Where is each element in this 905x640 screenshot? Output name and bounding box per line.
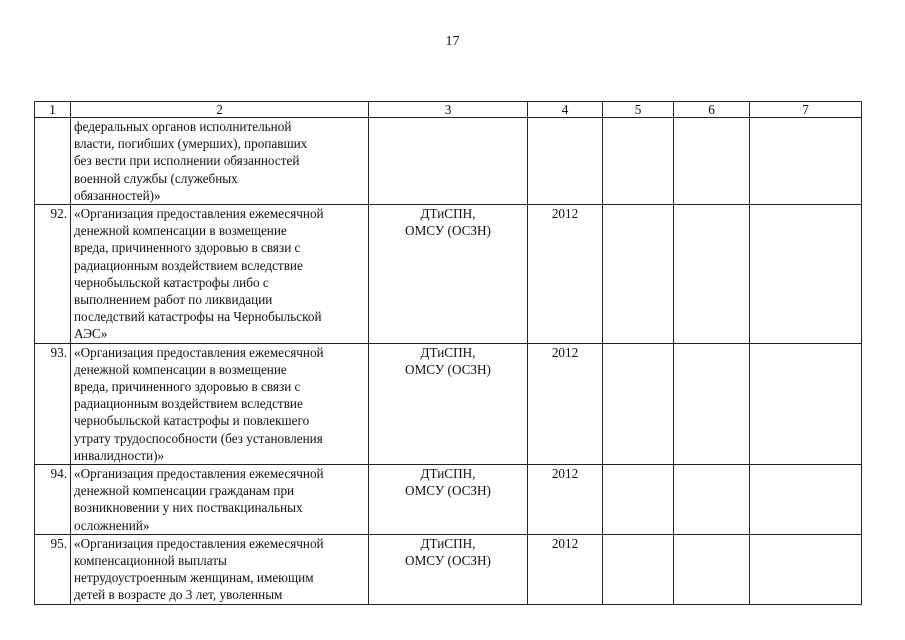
year-cell: 2012 [528, 465, 603, 535]
service-name-line: денежной компенсации в возмещение [74, 223, 287, 239]
executor-line: ДТиСПН, [420, 535, 476, 551]
empty-cell [603, 534, 674, 604]
column-header: 7 [750, 102, 862, 118]
year-cell: 2012 [528, 343, 603, 464]
executor-line: ОМСУ (ОСЗН) [405, 483, 491, 499]
service-name-line: детей в возрасте до 3 лет, уволенным [74, 587, 283, 603]
row-number: 92. [35, 205, 71, 344]
row-number: 95. [35, 534, 71, 604]
service-name-line: вреда, причиненного здоровью в связи с [74, 379, 301, 395]
service-name-line: чернобыльской катастрофы либо с [74, 274, 269, 290]
empty-cell [750, 343, 862, 464]
service-name-line: инвалидности)» [74, 447, 165, 463]
column-header: 1 [35, 102, 71, 118]
table-body [35, 118, 862, 605]
empty-cell [750, 465, 862, 535]
service-name-cell [71, 118, 369, 205]
service-name-cell [71, 205, 369, 344]
row-number: 93. [35, 343, 71, 464]
executor-line: ДТиСПН, [420, 344, 476, 360]
table-row [35, 205, 862, 344]
row-number: 94. [35, 465, 71, 535]
service-name-line: вреда, причиненного здоровью в связи с [74, 240, 301, 256]
service-name-line: нетрудоустроенным женщинам, имеющим [74, 570, 314, 586]
service-name-cell [71, 534, 369, 604]
service-name-line: «Организация предоставления ежемесячной [74, 206, 324, 222]
year-cell [528, 118, 603, 205]
column-header: 6 [674, 102, 750, 118]
service-name-line: денежной компенсации гражданам при [74, 483, 295, 499]
service-name-line: «Организация предоставления ежемесячной [74, 535, 324, 551]
executor-cell [369, 534, 528, 604]
service-name-line: утрату трудоспособности (без установления [74, 430, 323, 446]
empty-cell [603, 465, 674, 535]
year-cell: 2012 [528, 534, 603, 604]
executor-line: ДТиСПН, [420, 206, 476, 222]
empty-cell [674, 534, 750, 604]
service-name-line: возникновении у них поствакцинальных [74, 500, 303, 516]
executor-line: ДТиСПН, [420, 466, 476, 482]
service-name-line: чернобыльской катастрофы и повлекшего [74, 413, 310, 429]
service-name-line: выполнением работ по ликвидации [74, 292, 273, 308]
empty-cell [750, 205, 862, 344]
executor-cell [369, 343, 528, 464]
column-header: 4 [528, 102, 603, 118]
column-header: 5 [603, 102, 674, 118]
service-name-cell [71, 465, 369, 535]
service-name-line: «Организация предоставления ежемесячной [74, 466, 324, 482]
executor-cell [369, 118, 528, 205]
service-name-cell [71, 343, 369, 464]
service-name-line: осложнений» [74, 517, 150, 533]
table-row [35, 534, 862, 604]
service-name-line: радиационным воздействием вследствие [74, 396, 303, 412]
document-table [34, 101, 862, 605]
column-header: 3 [369, 102, 528, 118]
service-name-line: компенсационной выплаты [74, 553, 227, 569]
empty-cell [674, 343, 750, 464]
table-row [35, 465, 862, 535]
column-header: 2 [71, 102, 369, 118]
executor-line: ОМСУ (ОСЗН) [405, 361, 491, 377]
service-name-line: власти, погибших (умерших), пропавших [74, 136, 308, 152]
table-row [35, 343, 862, 464]
service-name-line: военной службы (служебных [74, 170, 238, 186]
service-name-line: денежной компенсации в возмещение [74, 361, 287, 377]
executor-cell [369, 465, 528, 535]
empty-cell [674, 465, 750, 535]
executor-cell [369, 205, 528, 344]
service-name-line: АЭС» [74, 326, 108, 342]
service-name-line: «Организация предоставления ежемесячной [74, 344, 324, 360]
executor-line: ОМСУ (ОСЗН) [405, 223, 491, 239]
year-cell: 2012 [528, 205, 603, 344]
service-name-line: обязанностей)» [74, 187, 161, 203]
service-name-line: федеральных органов исполнительной [74, 119, 292, 134]
page-number: 17 [445, 34, 460, 49]
row-number [35, 118, 71, 205]
service-name-line: радиационным воздействием вследствие [74, 257, 303, 273]
empty-cell [750, 118, 862, 205]
table-header-row [35, 102, 862, 118]
empty-cell [603, 343, 674, 464]
executor-line: ОМСУ (ОСЗН) [405, 553, 491, 569]
empty-cell [674, 118, 750, 205]
service-name-line: последствий катастрофы на Чернобыльской [74, 309, 322, 325]
empty-cell [674, 205, 750, 344]
service-name-line: без вести при исполнении обязанностей [74, 153, 300, 169]
empty-cell [603, 205, 674, 344]
empty-cell [750, 534, 862, 604]
table-row [35, 118, 862, 205]
empty-cell [603, 118, 674, 205]
